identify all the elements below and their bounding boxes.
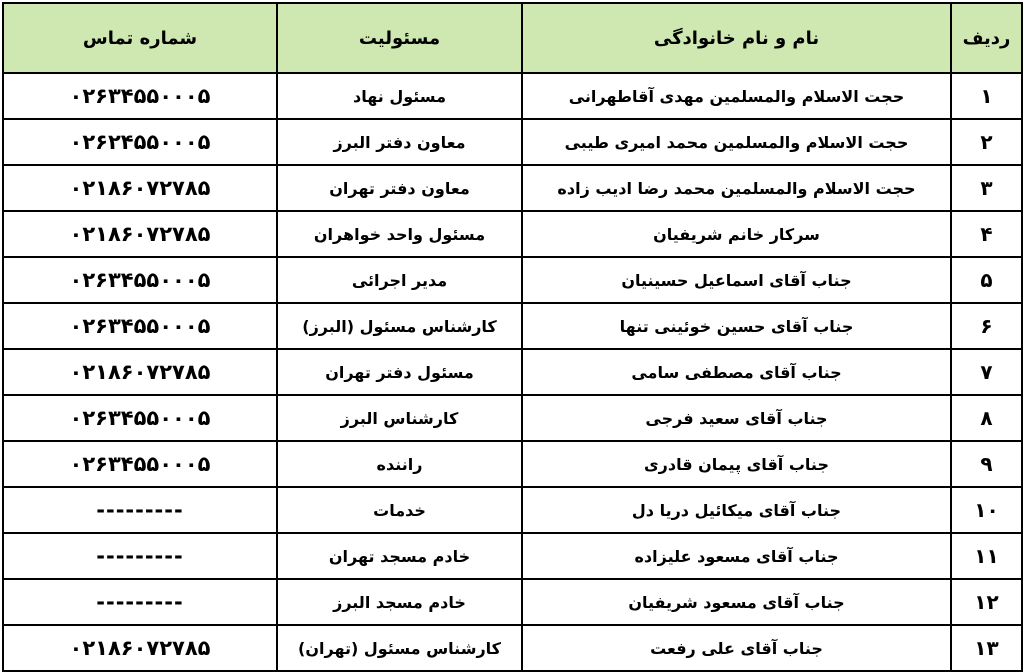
responsibility-cell: مسئول نهاد bbox=[277, 73, 522, 119]
phone-cell: ۰۲۶۳۴۵۵۰۰۰۵ bbox=[3, 73, 277, 119]
phone-cell: ۰۲۶۳۴۵۵۰۰۰۵ bbox=[3, 441, 277, 487]
row-number-cell: ۳ bbox=[951, 165, 1022, 211]
responsibility-cell: معاون دفتر البرز bbox=[277, 119, 522, 165]
responsibility-cell: خادم مسجد البرز bbox=[277, 579, 522, 625]
phone-cell: --------- bbox=[3, 533, 277, 579]
row-number-cell: ۴ bbox=[951, 211, 1022, 257]
full-name-cell: جناب آقای پیمان قادری bbox=[522, 441, 951, 487]
phone-cell: ۰۲۱۸۶۰۷۲۷۸۵ bbox=[3, 625, 277, 671]
row-number-cell: ۱۰ bbox=[951, 487, 1022, 533]
table-row bbox=[3, 165, 1022, 211]
table-row bbox=[3, 441, 1022, 487]
header-row bbox=[3, 3, 1022, 73]
phone-cell: ۰۲۶۳۴۵۵۰۰۰۵ bbox=[3, 395, 277, 441]
row-number-cell: ۶ bbox=[951, 303, 1022, 349]
full-name-cell: جناب آقای حسین خوئینی تنها bbox=[522, 303, 951, 349]
row-number-cell: ۱ bbox=[951, 73, 1022, 119]
staff-contact-table bbox=[2, 2, 1023, 672]
table-row bbox=[3, 119, 1022, 165]
phone-cell: ۰۲۶۲۴۵۵۰۰۰۵ bbox=[3, 119, 277, 165]
row-number-cell: ۸ bbox=[951, 395, 1022, 441]
phone-cell: ۰۲۱۸۶۰۷۲۷۸۵ bbox=[3, 165, 277, 211]
row-number-cell: ۱۲ bbox=[951, 579, 1022, 625]
table-row bbox=[3, 395, 1022, 441]
responsibility-cell: خدمات bbox=[277, 487, 522, 533]
row-number-cell: ۵ bbox=[951, 257, 1022, 303]
row-number-cell: ۲ bbox=[951, 119, 1022, 165]
header-row-number: ردیف bbox=[951, 3, 1022, 73]
row-number-cell: ۱۱ bbox=[951, 533, 1022, 579]
phone-cell: --------- bbox=[3, 487, 277, 533]
responsibility-cell: معاون دفتر تهران bbox=[277, 165, 522, 211]
header-phone-number: شماره تماس bbox=[3, 3, 277, 73]
table-row bbox=[3, 257, 1022, 303]
full-name-cell: جناب آقای مصطفی سامی bbox=[522, 349, 951, 395]
phone-cell: --------- bbox=[3, 579, 277, 625]
full-name-cell: جناب آقای سعید فرجی bbox=[522, 395, 951, 441]
header-responsibility: مسئولیت bbox=[277, 3, 522, 73]
responsibility-cell: مسئول دفتر تهران bbox=[277, 349, 522, 395]
table-row bbox=[3, 487, 1022, 533]
full-name-cell: سرکار خانم شریفیان bbox=[522, 211, 951, 257]
row-number-cell: ۹ bbox=[951, 441, 1022, 487]
header-full-name: نام و نام خانوادگی bbox=[522, 3, 951, 73]
full-name-cell: جناب آقای اسماعیل حسینیان bbox=[522, 257, 951, 303]
table-row bbox=[3, 303, 1022, 349]
table-row bbox=[3, 625, 1022, 671]
row-number-cell: ۱۳ bbox=[951, 625, 1022, 671]
phone-cell: ۰۲۱۸۶۰۷۲۷۸۵ bbox=[3, 349, 277, 395]
table-row bbox=[3, 579, 1022, 625]
row-number-cell: ۷ bbox=[951, 349, 1022, 395]
responsibility-cell: مدیر اجرائی bbox=[277, 257, 522, 303]
full-name-cell: جناب آقای میکائیل دریا دل bbox=[522, 487, 951, 533]
full-name-cell: حجت الاسلام والمسلمین محمد رضا ادیب زاده bbox=[522, 165, 951, 211]
full-name-cell: جناب آقای علی رفعت bbox=[522, 625, 951, 671]
table-row bbox=[3, 349, 1022, 395]
table-row bbox=[3, 211, 1022, 257]
phone-cell: ۰۲۶۳۴۵۵۰۰۰۵ bbox=[3, 257, 277, 303]
responsibility-cell: مسئول واحد خواهران bbox=[277, 211, 522, 257]
responsibility-cell: کارشناس البرز bbox=[277, 395, 522, 441]
table-row bbox=[3, 73, 1022, 119]
responsibility-cell: راننده bbox=[277, 441, 522, 487]
full-name-cell: جناب آقای مسعود شریفیان bbox=[522, 579, 951, 625]
responsibility-cell: خادم مسجد تهران bbox=[277, 533, 522, 579]
full-name-cell: حجت الاسلام والمسلمین محمد امیری طیبی bbox=[522, 119, 951, 165]
phone-cell: ۰۲۱۸۶۰۷۲۷۸۵ bbox=[3, 211, 277, 257]
phone-cell: ۰۲۶۳۴۵۵۰۰۰۵ bbox=[3, 303, 277, 349]
responsibility-cell: کارشناس مسئول (تهران) bbox=[277, 625, 522, 671]
full-name-cell: حجت الاسلام والمسلمین مهدی آقاطهرانی bbox=[522, 73, 951, 119]
responsibility-cell: کارشناس مسئول (البرز) bbox=[277, 303, 522, 349]
full-name-cell: جناب آقای مسعود علیزاده bbox=[522, 533, 951, 579]
table-row bbox=[3, 533, 1022, 579]
